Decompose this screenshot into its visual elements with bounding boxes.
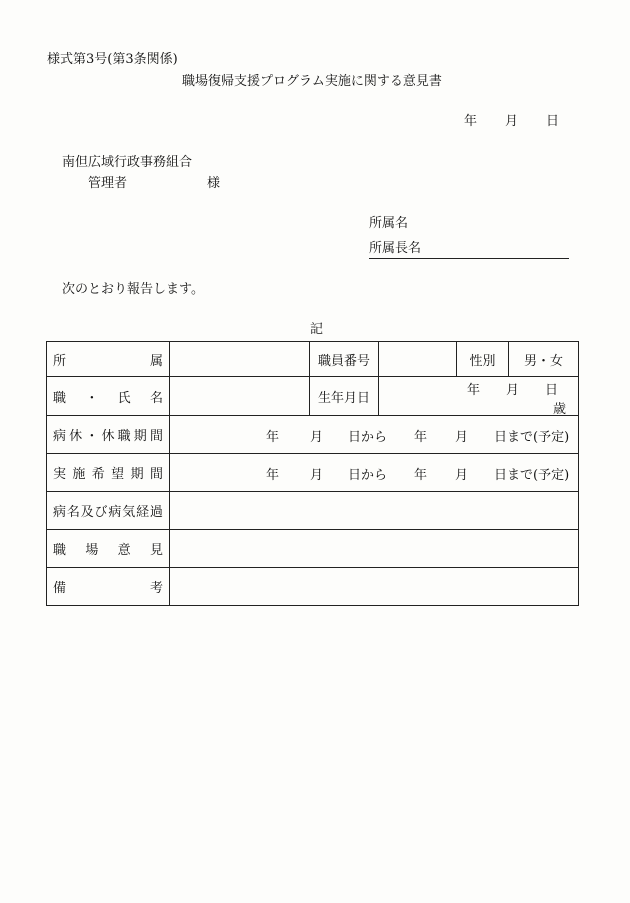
label-char: 気 bbox=[122, 505, 136, 520]
submission-date bbox=[464, 110, 559, 129]
addressee-manager: 管理者 bbox=[88, 176, 128, 191]
birth-day-label: 日 bbox=[545, 383, 559, 398]
date-month-label: 月 bbox=[505, 114, 519, 129]
desired-period-input-cell[interactable] bbox=[170, 454, 579, 492]
date-day-label: 日 bbox=[546, 114, 560, 129]
label-char: ・ bbox=[85, 390, 99, 406]
gender-value[interactable]: 男・女 bbox=[523, 353, 563, 369]
label-char: 休 bbox=[69, 429, 83, 444]
label-char: 見 bbox=[149, 543, 163, 558]
row2-label bbox=[53, 387, 163, 406]
birthdate-ymd bbox=[467, 379, 558, 398]
leave-start-day: 日から bbox=[348, 430, 388, 445]
label-char: 病 bbox=[108, 505, 122, 520]
department-head-name-field[interactable] bbox=[369, 237, 569, 259]
leave-end-day: 日まで(予定) bbox=[494, 430, 570, 445]
ki-heading: 記 bbox=[310, 322, 324, 337]
label-char: 病 bbox=[53, 429, 67, 444]
staff-number-label: 職員番号 bbox=[317, 353, 370, 369]
label-char: 施 bbox=[72, 467, 86, 482]
staff-number-input-cell[interactable] bbox=[379, 342, 457, 377]
label-char: 名 bbox=[66, 505, 80, 520]
label-char: び bbox=[94, 505, 108, 520]
label-char: 名 bbox=[149, 390, 163, 406]
leave-end-month: 月 bbox=[455, 430, 469, 445]
birthdate-label: 生年月日 bbox=[317, 390, 370, 406]
remarks-label-cell bbox=[47, 568, 170, 606]
age-label: 歳 bbox=[552, 402, 566, 417]
label-char: 休 bbox=[101, 429, 115, 444]
table-row bbox=[47, 568, 579, 606]
label-char: 期 bbox=[130, 467, 144, 482]
label-char: 病 bbox=[53, 505, 67, 520]
label-char: 間 bbox=[149, 429, 163, 444]
label-char: 場 bbox=[85, 543, 99, 558]
desired-end-year: 年 bbox=[414, 468, 428, 483]
addressee-organization: 南但広域行政事務組合 bbox=[62, 155, 193, 170]
gender-label: 性別 bbox=[469, 353, 496, 369]
form-number: 様式第3号(第3条関係) bbox=[47, 52, 178, 67]
position-name-input-cell[interactable] bbox=[170, 377, 310, 416]
label-char: ・ bbox=[85, 429, 99, 444]
leave-period-label-cell bbox=[47, 416, 170, 454]
label-char: 意 bbox=[117, 543, 131, 558]
position-name-label-cell bbox=[47, 377, 170, 416]
illness-input-cell[interactable] bbox=[170, 492, 579, 530]
label-char: 属 bbox=[149, 353, 163, 369]
label-char: 期 bbox=[133, 429, 147, 444]
staff-number-label-cell bbox=[310, 342, 379, 377]
affiliation-label: 所 bbox=[53, 353, 67, 369]
label-char: 及 bbox=[80, 505, 94, 520]
desired-end-month: 月 bbox=[455, 468, 469, 483]
label-char: 考 bbox=[149, 581, 163, 596]
label-char: 経 bbox=[136, 505, 150, 520]
label-char: 職 bbox=[117, 429, 131, 444]
affiliation-label-cell bbox=[47, 342, 170, 377]
opinion-form-table bbox=[46, 341, 579, 606]
department-head-name-label: 所属長名 bbox=[369, 241, 422, 256]
label-char: 職 bbox=[53, 543, 67, 558]
report-statement: 次のとおり報告します。 bbox=[62, 282, 204, 297]
row6-label bbox=[53, 539, 163, 558]
table-row bbox=[47, 492, 579, 530]
label-char: 過 bbox=[149, 505, 163, 520]
affiliation-input-cell[interactable] bbox=[170, 342, 310, 377]
workplace-opinion-label-cell bbox=[47, 530, 170, 568]
table-row bbox=[47, 530, 579, 568]
table-row bbox=[47, 416, 579, 454]
row7-label bbox=[53, 577, 163, 596]
remarks-input-cell[interactable] bbox=[170, 568, 579, 606]
label-char: 備 bbox=[53, 581, 67, 596]
birth-month-label: 月 bbox=[506, 383, 520, 398]
document-title: 職場復帰支援プログラム実施に関する意見書 bbox=[182, 74, 442, 89]
desired-period-label-cell bbox=[47, 454, 170, 492]
leave-end-year: 年 bbox=[414, 430, 428, 445]
gender-select-cell[interactable] bbox=[509, 342, 579, 377]
birthdate-input-cell[interactable] bbox=[379, 377, 579, 416]
label-char: 実 bbox=[53, 467, 67, 482]
leave-start-year: 年 bbox=[266, 430, 280, 445]
addressee-honorific: 様 bbox=[207, 176, 221, 191]
leave-period-input-cell[interactable] bbox=[170, 416, 579, 454]
desired-start-year: 年 bbox=[266, 468, 280, 483]
date-year-label: 年 bbox=[464, 114, 478, 129]
birthdate-label-cell bbox=[310, 377, 379, 416]
table-row bbox=[47, 342, 579, 377]
row5-label bbox=[53, 501, 163, 520]
label-char: 希 bbox=[91, 467, 105, 482]
label-char: 職 bbox=[53, 390, 67, 406]
desired-start-day: 日から bbox=[348, 468, 388, 483]
illness-label-cell bbox=[47, 492, 170, 530]
table-row bbox=[47, 454, 579, 492]
desired-end-day: 日まで(予定) bbox=[494, 468, 570, 483]
row3-label bbox=[53, 425, 163, 444]
table-row bbox=[47, 377, 579, 416]
desired-start-month: 月 bbox=[310, 468, 324, 483]
workplace-opinion-input-cell[interactable] bbox=[170, 530, 579, 568]
birth-year-label: 年 bbox=[467, 383, 481, 398]
row4-label bbox=[53, 463, 163, 482]
label-char: 望 bbox=[111, 467, 125, 482]
label-char: 氏 bbox=[117, 390, 131, 406]
label-char: 間 bbox=[149, 467, 163, 482]
gender-label-cell bbox=[457, 342, 509, 377]
department-name-label: 所属名 bbox=[369, 216, 409, 231]
leave-start-month: 月 bbox=[310, 430, 324, 445]
